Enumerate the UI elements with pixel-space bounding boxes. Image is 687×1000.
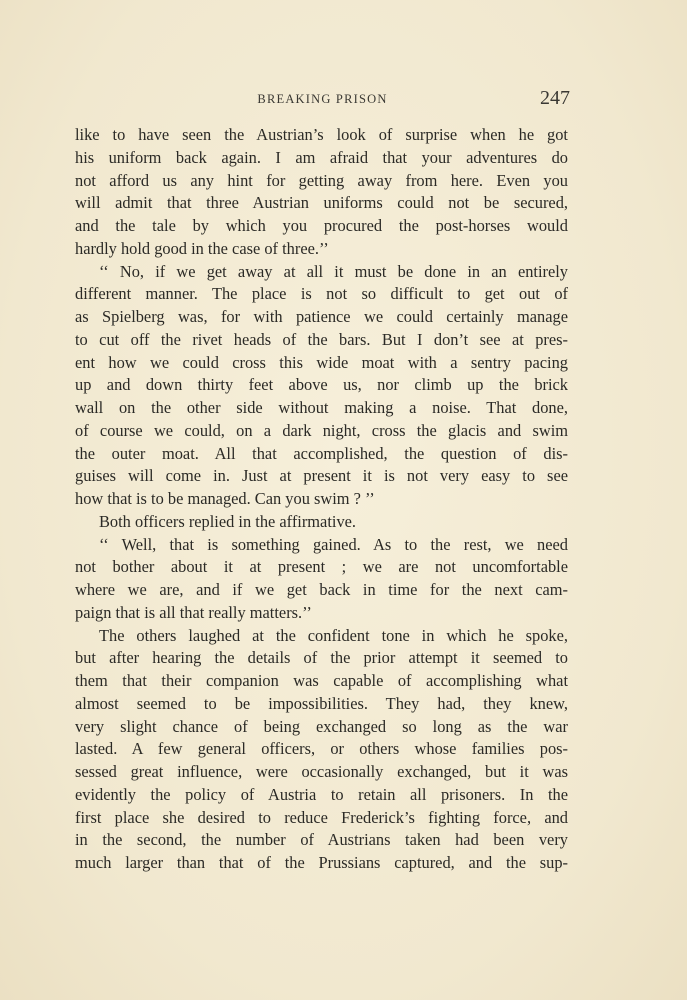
text-line: paign that is all that really matters.’’ xyxy=(75,602,312,622)
text-line: Both officers replied in the affirmative. xyxy=(99,511,357,531)
text-line: much larger than that of the Prussians captured, and the sup- xyxy=(75,853,568,872)
text-line: wall on the other side without making a noise. That done, xyxy=(75,398,568,417)
text-line: guises will come in. Just at present it is not very easy to see xyxy=(75,466,568,486)
chapter-title: BREAKING PRISON xyxy=(257,92,388,106)
text-line: lasted. A few general officers, or others whose families pos- xyxy=(75,739,568,759)
text-line: sessed great influence, were occasionally exchanged, but it was xyxy=(75,762,568,781)
text-line: ‘‘ Well, that is something gained. As to the rest, we need xyxy=(99,534,568,554)
text-line: not afford us any hint for getting away from here. Even you xyxy=(75,170,568,190)
text-line: will admit that three Austrian uniforms could not be secured, xyxy=(75,193,568,213)
text-line: up and down thirty feet above us, nor climb up the brick xyxy=(75,375,568,395)
text-line: first place she desired to reduce Frederick’s fighting force, and xyxy=(75,807,568,827)
text-line: ent how we could cross this wide moat with a sentry pacing xyxy=(75,352,568,372)
text-line: The others laughed at the confident tone in which he spoke, xyxy=(99,625,568,645)
text-line: different manner. The place is not so difficult to get out of xyxy=(75,284,568,304)
text-line: ‘‘ No, if we get away at all it must be done in an entirely xyxy=(99,261,568,281)
text-line: where we are, and if we get back in time for the next cam- xyxy=(75,580,568,599)
text-line: how that is to be managed. Can you swim ? ’’ xyxy=(75,489,375,508)
text-line: evidently the policy of Austria to retain all prisoners. In the xyxy=(75,784,568,804)
text-line: of course we could, on a dark night, cross the glacis and swim xyxy=(75,420,568,440)
text-line: very slight chance of being exchanged so long as the war xyxy=(75,716,568,736)
running-header xyxy=(75,89,570,111)
text-line: as Spielberg was, for with patience we could certainly manage xyxy=(75,307,568,326)
body-text xyxy=(75,124,568,875)
text-line: like to have seen the Austrian’s look of surprise when he got xyxy=(75,125,568,144)
text-line: almost seemed to be impossibilities. They had, they knew, xyxy=(75,693,568,713)
text-line: not bother about it at present ; we are not uncomfortable xyxy=(75,557,568,577)
text-line: his uniform back again. I am afraid that your adventures do xyxy=(75,147,568,167)
text-line: but after hearing the details of the prior attempt it seemed to xyxy=(75,648,568,668)
text-line: them that their companion was capable of accomplishing what xyxy=(75,671,568,690)
text-line: to cut off the rivet heads of the bars. But I don’t see at pres- xyxy=(75,329,568,349)
text-line: hardly hold good in the case of three.’’ xyxy=(75,238,329,258)
text-line: and the tale by which you procured the post-horses would xyxy=(75,216,568,235)
text-line: the outer moat. All that accomplished, the question of dis- xyxy=(75,443,568,463)
text-line: in the second, the number of Austrians taken had been very xyxy=(75,830,568,850)
page-number: 247 xyxy=(540,87,570,109)
